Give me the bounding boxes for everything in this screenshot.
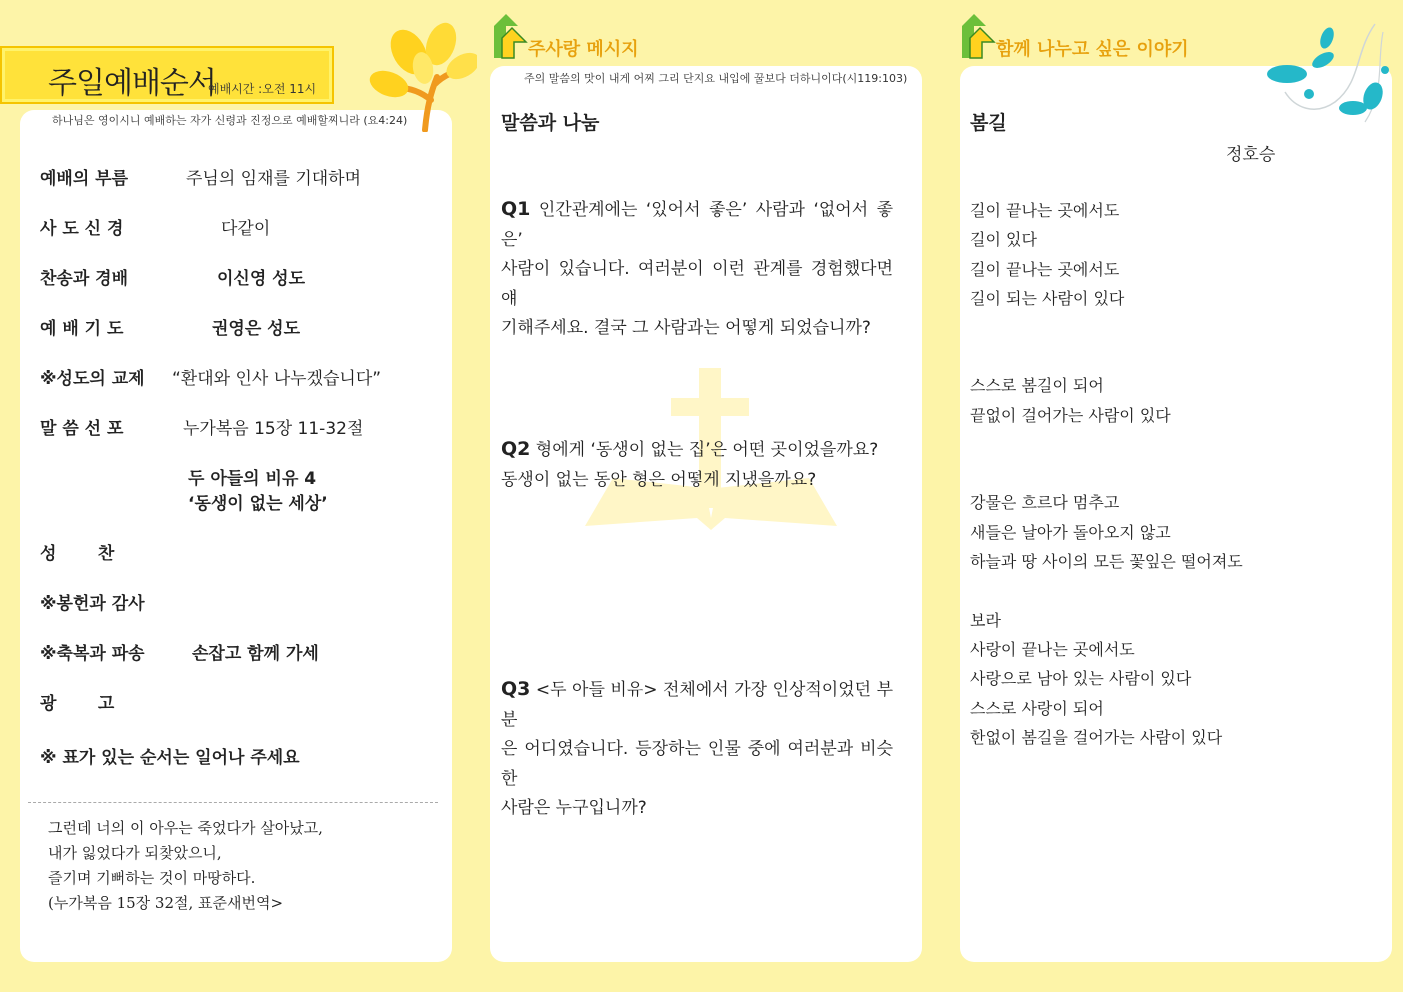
poem-line: 새들은 날아가 돌아오지 않고 <box>970 523 1171 542</box>
poem-line: 하늘과 땅 사이의 모든 꽃잎은 떨어져도 <box>970 552 1243 571</box>
poem-line: 스스로 사랑이 되어 <box>970 699 1104 718</box>
poem-line: 길이 끝나는 곳에서도 <box>970 201 1120 220</box>
section-title: 함께 나누고 싶은 이야기 <box>996 39 1189 60</box>
tree-decoration-icon <box>365 22 477 132</box>
order-item: 찬송과 경배 이신영 성도 <box>40 269 306 289</box>
section-arrow-icon <box>492 12 528 60</box>
poem-line: 사랑이 끝나는 곳에서도 <box>970 640 1135 659</box>
poem-author: 정호승 <box>1226 145 1276 165</box>
poem-line: 강물은 흐르다 멈추고 <box>970 493 1120 512</box>
teal-flourish-icon <box>1265 22 1395 128</box>
top-verse: 하나님은 영이시니 예배하는 자가 신령과 진정으로 예배할찌니라 (요4:24) <box>52 114 408 127</box>
page-title: 주일예배순서 <box>48 66 216 101</box>
poem-line: 길이 끝나는 곳에서도 <box>970 260 1120 279</box>
service-time: 예배시간 :오전 11시 <box>208 82 317 96</box>
order-item: 사 도 신 경 다같이 <box>40 219 271 239</box>
question-q1: Q1 인간관계에는 ‘있어서 좋은’ 사람과 ‘없어서 좋은’ 사람이 있습니다. 여러분이 이런 관계를 경험했다면 얘 기해주세요. 결국 그 사람과는 어떻게 되었습니까? <box>501 198 894 338</box>
sharing-heading: 말씀과 나눔 <box>501 112 600 134</box>
section-title: 주사랑 메시지 <box>528 39 639 60</box>
order-item: ※봉헌과 감사 <box>40 594 145 614</box>
poem-line: 사랑으로 남아 있는 사람이 있다 <box>970 669 1192 688</box>
order-item: 말 씀 선 포 누가복음 15장 11-32절 <box>40 419 364 439</box>
poem-line: 길이 되는 사람이 있다 <box>970 289 1125 308</box>
poem-line: 보라 <box>970 611 1001 630</box>
standing-note: ※ 표가 있는 순서는 일어나 주세요 <box>40 748 300 768</box>
sermon-subtitle: ‘동생이 없는 세상’ <box>188 494 328 514</box>
order-item: 예 배 기 도 권영은 성도 <box>40 319 301 339</box>
poem-line: 스스로 봄길이 되어 <box>970 376 1104 395</box>
divider <box>28 802 438 803</box>
poem-line: 한없이 봄길을 걸어가는 사람이 있다 <box>970 728 1223 747</box>
question-q2: Q2 형에게 ‘동생이 없는 집’은 어떤 곳이었을까요? 동생이 없는 동안 형은 어떻게 지냈을까요? <box>501 438 879 490</box>
poem-line: 길이 있다 <box>970 230 1037 249</box>
question-q3: Q3 <두 아들 비유> 전체에서 가장 인상적이었던 부분 은 어디였습니다. 등장하는 인물 중에 여러분과 비슷한 사람은 누구입니까? <box>501 678 893 818</box>
scripture-quote: 그런데 너의 이 아우는 죽었다가 살아났고, 내가 잃었다가 되찾았으니, 즐기며 기뻐하는 것이 마땅하다. (누가복음 15장 32절, 표준새번역> <box>48 819 323 912</box>
section-arrow-icon <box>960 12 996 60</box>
poem-title: 봄길 <box>970 112 1007 134</box>
order-item: ※성도의 교제 “환대와 인사 나누겠습니다” <box>40 369 382 389</box>
order-item: 예배의 부름 주님의 임재를 기대하며 <box>40 169 362 189</box>
order-item: ※축복과 파송 손잡고 함께 가세 <box>40 644 319 664</box>
panel-verse: 주의 말씀의 맛이 내게 어찌 그리 단지요 내입에 꿀보다 더하니이다(시119:103) <box>524 72 908 85</box>
sermon-title: 두 아들의 비유 4 <box>188 469 317 489</box>
poem-line: 끝없이 걸어가는 사람이 있다 <box>970 406 1171 425</box>
order-item: 성 찬 <box>40 544 115 564</box>
order-item: 광 고 <box>40 694 115 714</box>
